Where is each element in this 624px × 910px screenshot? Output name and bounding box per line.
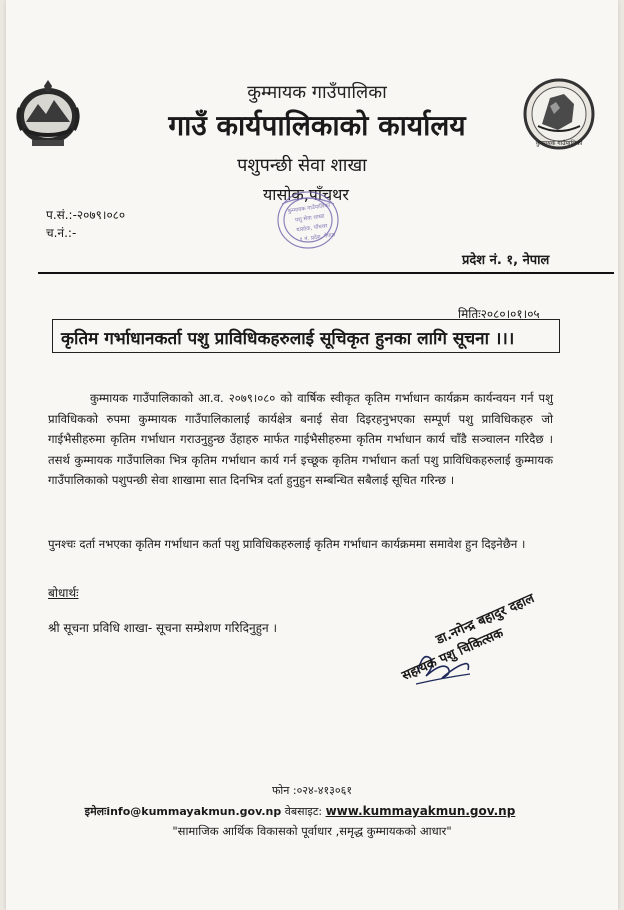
office-title: गाउँ कार्यपालिकाको कार्यालय: [168, 109, 466, 142]
footer-website-link[interactable]: www.kummayakmun.gov.np: [325, 804, 516, 818]
header-divider: [38, 272, 614, 274]
seal-text-1: कुम्मायक गाउँपालिका: [287, 202, 331, 215]
notice-date: मितिः२०८०।०१।०५: [458, 307, 540, 321]
dispatch-number: च.नं.:-: [46, 226, 77, 240]
seal-text-4: १ नं. प्रदेश, नेपाल: [299, 232, 336, 244]
signatory-name: डा.नगेन्द्र बहादुर दहाल: [434, 591, 537, 648]
province-label: प्रदेश नं. १, नेपाल: [462, 253, 550, 268]
office-seal-icon: [268, 186, 356, 264]
footer-website-label: वेबसाइट:: [284, 805, 323, 818]
municipality-name: कुम्मायक गाउँपालिका: [247, 82, 387, 103]
seal-text-3: यासोक, पाँचथर: [296, 223, 328, 234]
notice-title: कृतिम गर्भाधानकर्ता पशु प्राविधिकहरुलाई सूचिकृत हुनका लागि सूचना ।।।: [52, 319, 560, 353]
cc-label: बोधार्थः: [48, 586, 79, 600]
footer-contact: [0, 804, 612, 819]
footer-motto: "सामाजिक आर्थिक विकासको पूर्वाधार ,समृद्ध कुम्मायकको आधार": [172, 824, 452, 838]
notice-postscript: पुनश्चः दर्ता नभएका कृतिम गर्भाधान कर्ता पशु प्राविधिकहरुलाई कृतिम गर्भाधान कार्यक्रममा समावेश हुन दिइनेछैन ।: [48, 537, 526, 551]
footer-phone: फोन :०२४-४१३०६१: [271, 784, 353, 797]
letter-number: प.सं.:-२०७९।०८०: [46, 208, 126, 222]
cc-recipient: श्री सूचना प्रविधि शाखा- सूचना सम्प्रेशण गरिदिनुहुन ।: [48, 621, 278, 635]
office-location: यासोक,पाँचथर: [263, 185, 349, 204]
logo-lettering: कुम्मायक गाउँपालिका: [535, 140, 583, 147]
signatory-designation: सहायक पशु चिकित्सक: [399, 625, 506, 684]
footer-email[interactable]: इमेलःinfo@kummayakmun.gov.np: [84, 805, 282, 818]
department-name: पशुपन्छी सेवा शाखा: [237, 155, 367, 176]
notice-body: कुम्मायक गाउँपालिकाको आ.व. २०७९।०८० को वार्षिक स्वीकृत कृतिम गर्भाधान कार्यक्रम कार्यन्वयन गर्न पशु प्राविधिकको रुपमा कुम्मायक गाउँपालिकालाई कार्यक्षेत्र बनाई सेवा दिइरहनुभएका सम्पूर्ण पशु प्राविधिकहरु जो गाईभैसीहरुमा कृतिम गर्भाधान गराउनुहुन्छ उँहाहरु मार्फत गाईभैसीहरुमा कृतिम गर्भाधान कार्य चाँडै सञ्चालन गरिदैछ । तसर्थ कुम्मायक गाउँपालिका भित्र कृतिम गर्भाधान कार्य गर्न इच्छूक कृतिम गर्भाधान कर्ता पशु प्राविधिकहरुलाई कुम्मायक गाउँपालिकाको पशुपन्छी सेवा शाखामा सात दिनभित्र दर्ता हुनुहुन सम्बन्धित सबैलाई सूचित गरिन्छ ।: [48, 391, 553, 487]
seal-text-2: पशु सेवा शाखा: [294, 213, 325, 224]
